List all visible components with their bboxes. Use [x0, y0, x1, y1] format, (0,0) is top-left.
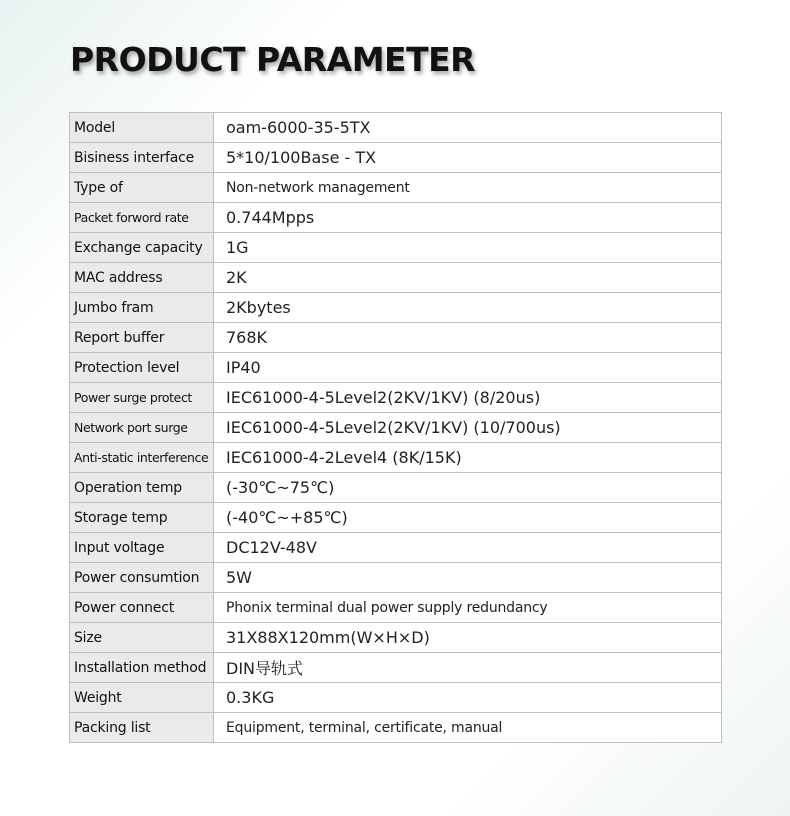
table-row-exchange-capacity	[70, 233, 722, 263]
row-value: (-30℃~75℃)	[214, 473, 722, 503]
table-row-storage-temp	[70, 503, 722, 533]
table-row-operation-temp	[70, 473, 722, 503]
row-label: Packet forword rate	[70, 203, 214, 233]
row-value: Non-network management	[214, 173, 722, 203]
table-row-jumbo-frame	[70, 293, 722, 323]
row-label: Protection level	[70, 353, 214, 383]
table-row-model	[70, 113, 722, 143]
table-row-input-voltage	[70, 533, 722, 563]
table-row-packing-list	[70, 713, 722, 743]
page-title: PRODUCT PARAMETER	[70, 40, 476, 79]
row-value: IEC61000-4-5Level2(2KV/1KV) (10/700us)	[214, 413, 722, 443]
row-label: Type of	[70, 173, 214, 203]
row-label: Packing list	[70, 713, 214, 743]
table-row-packet-forward-rate	[70, 203, 722, 233]
row-label: Input voltage	[70, 533, 214, 563]
row-label: Jumbo fram	[70, 293, 214, 323]
row-value: 5*10/100Base - TX	[214, 143, 722, 173]
row-value: 1G	[214, 233, 722, 263]
row-value: Phonix terminal dual power supply redundancy	[214, 593, 722, 623]
row-value: DC12V-48V	[214, 533, 722, 563]
table-row-business-interface	[70, 143, 722, 173]
row-value: IEC61000-4-2Level4 (8K/15K)	[214, 443, 722, 473]
row-label: Network port surge	[70, 413, 214, 443]
row-label: Model	[70, 113, 214, 143]
row-value: IP40	[214, 353, 722, 383]
product-parameter-table	[69, 112, 722, 743]
row-value: 31X88X120mm(W×H×D)	[214, 623, 722, 653]
row-label: Installation method	[70, 653, 214, 683]
row-label: Report buffer	[70, 323, 214, 353]
row-label: Power surge protect	[70, 383, 214, 413]
row-label: Power connect	[70, 593, 214, 623]
table-row-power-connect	[70, 593, 722, 623]
row-value: IEC61000-4-5Level2(2KV/1KV) (8/20us)	[214, 383, 722, 413]
row-value: (-40℃~+85℃)	[214, 503, 722, 533]
row-label: Exchange capacity	[70, 233, 214, 263]
table-row-installation-method	[70, 653, 722, 683]
row-label: Weight	[70, 683, 214, 713]
row-label: Operation temp	[70, 473, 214, 503]
row-label: Bisiness interface	[70, 143, 214, 173]
row-value: 2Kbytes	[214, 293, 722, 323]
row-value: 0.744Mpps	[214, 203, 722, 233]
row-value: Equipment, terminal, certificate, manual	[214, 713, 722, 743]
table-row-power-surge-protect	[70, 383, 722, 413]
row-label: Storage temp	[70, 503, 214, 533]
row-value: 2K	[214, 263, 722, 293]
row-value: 768K	[214, 323, 722, 353]
table-row-mac-address	[70, 263, 722, 293]
table-row-report-buffer	[70, 323, 722, 353]
table-row-network-port-surge	[70, 413, 722, 443]
row-value: DIN导轨式	[214, 653, 722, 683]
row-label: MAC address	[70, 263, 214, 293]
row-label: Size	[70, 623, 214, 653]
row-label: Power consumtion	[70, 563, 214, 593]
table-row-size	[70, 623, 722, 653]
row-label: Anti-static interference	[70, 443, 214, 473]
table-row-protection-level	[70, 353, 722, 383]
table-row-type	[70, 173, 722, 203]
row-value: 0.3KG	[214, 683, 722, 713]
table-row-anti-static-interference	[70, 443, 722, 473]
table-row-power-consumption	[70, 563, 722, 593]
row-value: oam-6000-35-5TX	[214, 113, 722, 143]
table-row-weight	[70, 683, 722, 713]
row-value: 5W	[214, 563, 722, 593]
